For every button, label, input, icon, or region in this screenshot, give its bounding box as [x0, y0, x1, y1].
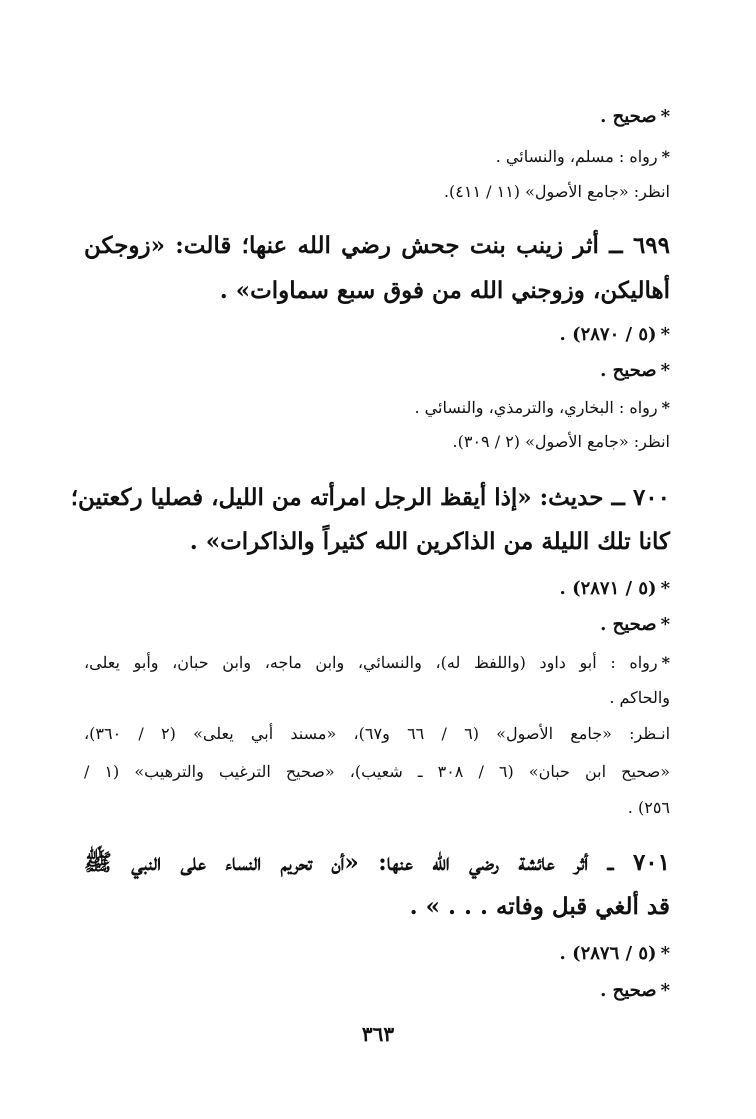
grade-line: *صحيح . [600, 614, 670, 635]
bullet-star: * [660, 578, 670, 599]
page-number: ٣٦٣ [361, 1022, 395, 1046]
narrated-line: *رواه : مسلم، والنسائي . [495, 147, 670, 166]
bullet-star: * [661, 147, 670, 166]
entry-701-heading-cont: قد ألغي قبل وفاته . . . » . [409, 893, 670, 920]
grade-line: *صحيح . [600, 980, 670, 1001]
see-reference-line: انظر: «جامع الأصول» (٢ / ٣٠٩). [452, 432, 670, 451]
entry-701-heading: ٧٠١ ــ أثر عائشة رضي الله عنها: «أن تحريم النساء على النبي ﷺ [84, 849, 670, 876]
bullet-star: * [660, 360, 670, 381]
bullet-star: * [661, 398, 670, 417]
narrated-line: *رواه : البخاري، والترمذي، والنسائي . [414, 398, 670, 417]
see-reference-line-end: ٢٥٦) . [627, 798, 670, 817]
bullet-star: * [660, 980, 670, 1001]
entry-700-heading-cont: كانا تلك الليلة من الذاكرين الله كثيراً والذاكرات» . [189, 528, 670, 555]
volume-ref-line: *(٥ / ٢٨٧١) . [559, 578, 670, 599]
bullet-star: * [660, 614, 670, 635]
narrated-line-cont: والحاكم . [609, 688, 670, 707]
bullet-star: * [660, 106, 670, 127]
grade-line: *صحيح . [600, 360, 670, 381]
see-reference-line-cont: «صحيح ابن حبان» (٦ / ٣٠٨ ـ شعيب)، «صحيح الترغيب والترهيب» (١ / [84, 762, 670, 781]
bullet-star: * [661, 653, 670, 672]
entry-700-heading: ٧٠٠ ــ حديث: «إذا أيقظ الرجل امرأته من الليل، فصليا ركعتين؛ [70, 484, 670, 511]
entry-699-heading: ٦٩٩ ــ أثر زينب بنت جحش رضي الله عنها؛ قالت: «زوجكن [84, 232, 670, 259]
bullet-star: * [660, 324, 670, 345]
volume-ref-line: *(٥ / ٢٨٧٠) . [559, 324, 670, 345]
grade-line: *صحيح . [600, 106, 670, 127]
entry-699-heading-cont: أهاليكن، وزوجني الله من فوق سبع سماوات» . [219, 277, 670, 304]
narrated-line: *رواه : أبو داود (واللفظ له)، والنسائي، وابن ماجه، وابن حبان، وأبو يعلى، [84, 653, 670, 672]
bullet-star: * [660, 943, 670, 964]
see-reference-line: انظر: «جامع الأصول» (١١ / ٤١١). [443, 182, 670, 201]
volume-ref-line: *(٥ / ٢٨٧٦) . [559, 943, 670, 964]
see-reference-line: انـظر: «جامع الأصول» (٦ / ٦٦ و٦٧)، «مسند أبي يعلى» (٢ / ٣٦٠)، [84, 724, 671, 743]
